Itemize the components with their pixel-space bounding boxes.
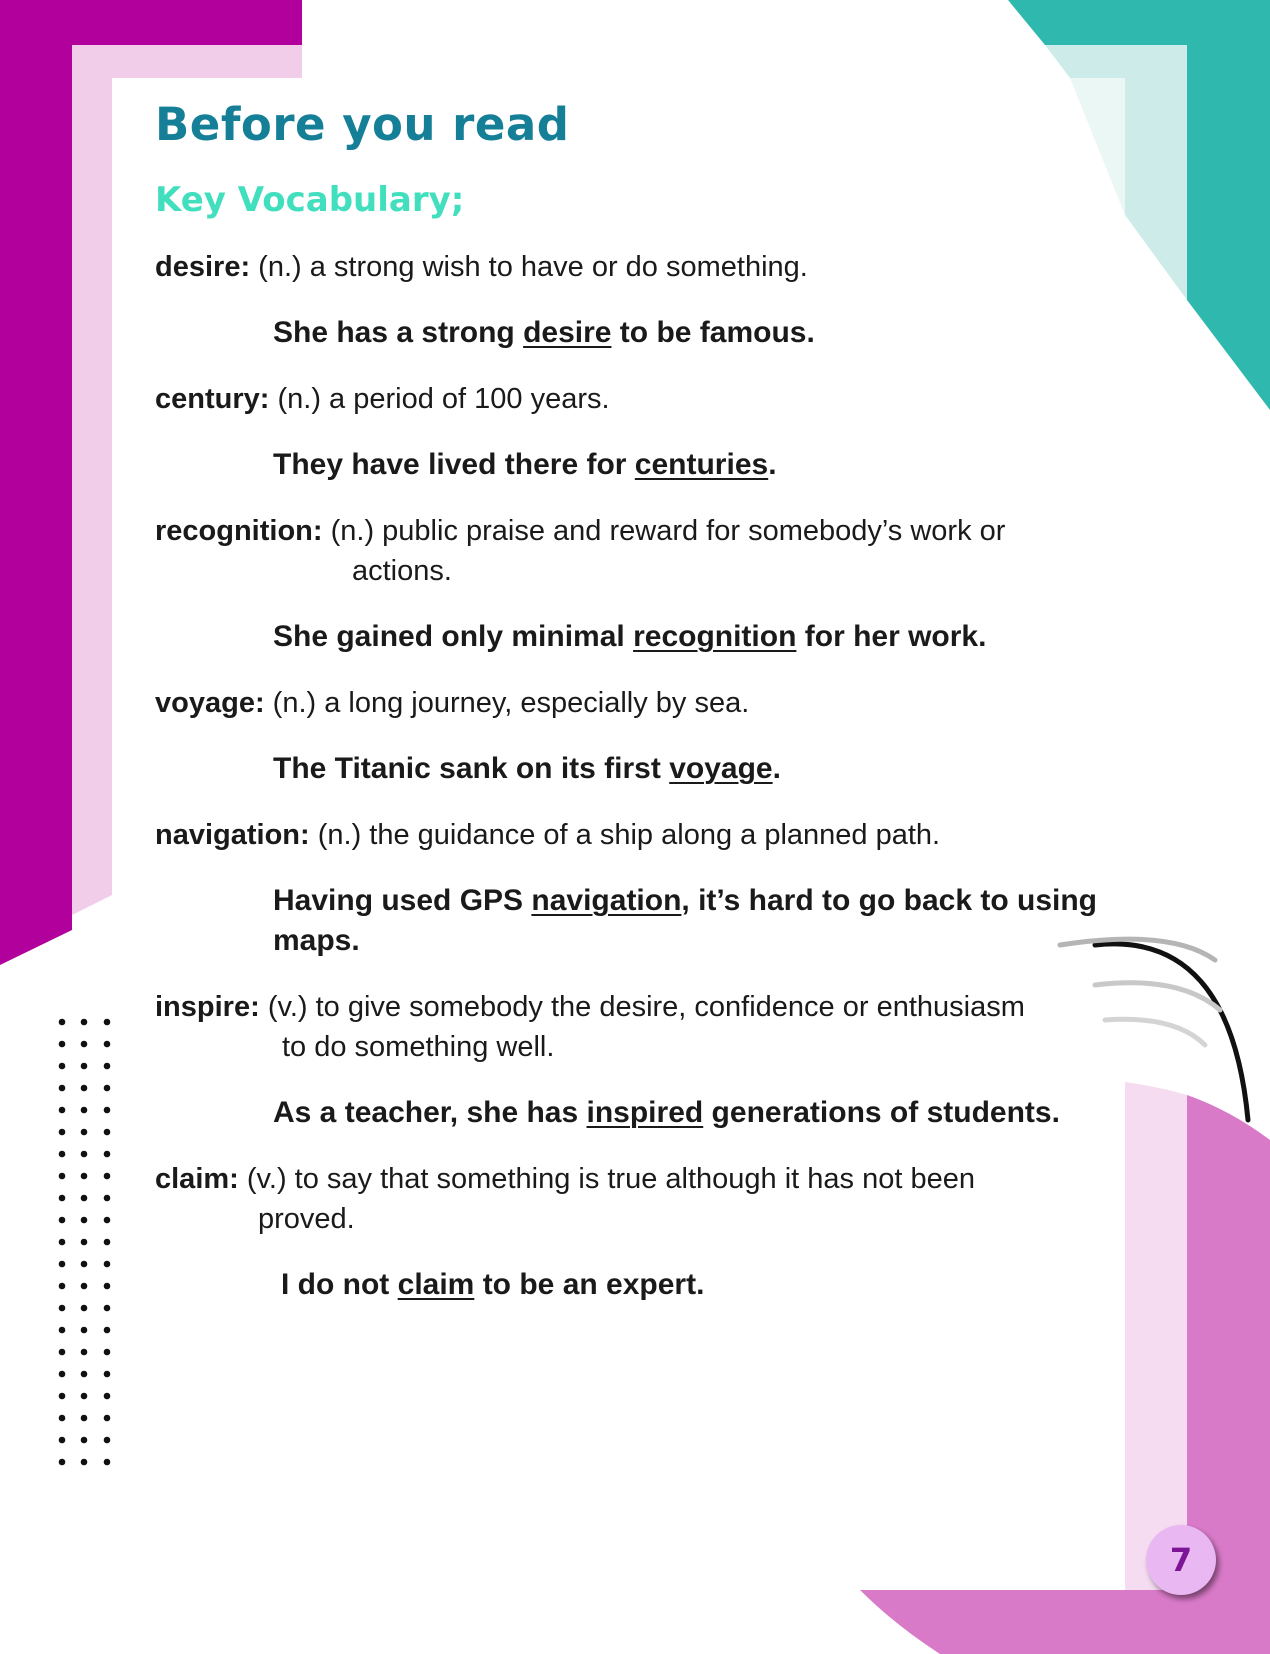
vocab-term: recognition: (155, 515, 323, 547)
definition-text: (n.) a long journey, especially by sea. (272, 687, 750, 719)
definition (155, 683, 1165, 723)
example-keyword: recognition (633, 620, 797, 653)
example-sentence (273, 749, 1165, 789)
example-sentence (273, 881, 1165, 961)
example-keyword: navigation (531, 884, 682, 917)
example-text: to be famous. (611, 316, 815, 349)
vocab-term: navigation: (155, 819, 310, 851)
section-subtitle: Key Vocabulary; (155, 180, 465, 220)
example-text: She has a strong (273, 316, 524, 349)
vocab-term: inspire: (155, 991, 260, 1023)
example-text: . (768, 448, 777, 481)
example-text: She gained only minimal (273, 620, 634, 653)
example-text: The Titanic sank on its first (273, 752, 670, 785)
vocab-entry-recognition (155, 511, 1165, 657)
definition (155, 987, 1165, 1067)
example-text: to be an expert. (474, 1268, 705, 1301)
definition-continuation: to do something well. (282, 1031, 555, 1063)
example-text: generations of students. (703, 1096, 1060, 1129)
vocab-entry-claim (155, 1159, 1165, 1305)
definition (155, 1159, 1165, 1239)
example-sentence (273, 1093, 1165, 1133)
page-title: Before you read (155, 98, 570, 151)
example-sentence (273, 445, 1165, 485)
example-text: I do not (281, 1268, 398, 1301)
example-text: Having used GPS (273, 884, 532, 917)
definition-text: (v.) to give somebody the desire, confidence or enthusiasm (267, 991, 1025, 1023)
definition-text: (n.) the guidance of a ship along a planned path. (317, 819, 941, 851)
definition (155, 379, 1165, 419)
vocab-term: voyage: (155, 687, 265, 719)
example-sentence (273, 617, 1165, 657)
example-sentence (281, 1265, 1165, 1305)
example-keyword: inspired (586, 1096, 704, 1129)
definition-text: (n.) public praise and reward for somebody’s work or (330, 515, 1006, 547)
example-text: for her work. (796, 620, 987, 653)
example-keyword: centuries (634, 448, 769, 481)
example-text: As a teacher, she has (273, 1096, 587, 1129)
vocab-entry-voyage (155, 683, 1165, 789)
example-keyword: desire (523, 316, 612, 349)
definition (155, 815, 1165, 855)
page-number-badge: 7 (1146, 1525, 1216, 1595)
vocab-entry-desire (155, 247, 1165, 353)
dot-grid (59, 1019, 111, 1466)
example-sentence (273, 313, 1165, 353)
definition-text: (v.) to say that something is true although it has not been (246, 1163, 975, 1195)
vocab-entry-century (155, 379, 1165, 485)
definition (155, 247, 1165, 287)
vocab-entry-inspire (155, 987, 1165, 1133)
example-text: , it’s hard to go back to using maps. (273, 884, 1097, 957)
vocabulary-list (155, 247, 1165, 1331)
example-text: . (772, 752, 781, 785)
definition-text: (n.) a strong wish to have or do something. (258, 251, 808, 283)
definition-continuation: proved. (258, 1203, 355, 1235)
example-text: They have lived there for (273, 448, 635, 481)
definition (155, 511, 1165, 591)
definition-continuation: actions. (352, 555, 452, 587)
vocab-term: claim: (155, 1163, 239, 1195)
vocab-term: century: (155, 383, 270, 415)
example-keyword: voyage (669, 752, 773, 785)
vocab-term: desire: (155, 251, 251, 283)
definition-text: (n.) a period of 100 years. (277, 383, 610, 415)
example-keyword: claim (397, 1268, 475, 1301)
vocab-entry-navigation (155, 815, 1165, 961)
